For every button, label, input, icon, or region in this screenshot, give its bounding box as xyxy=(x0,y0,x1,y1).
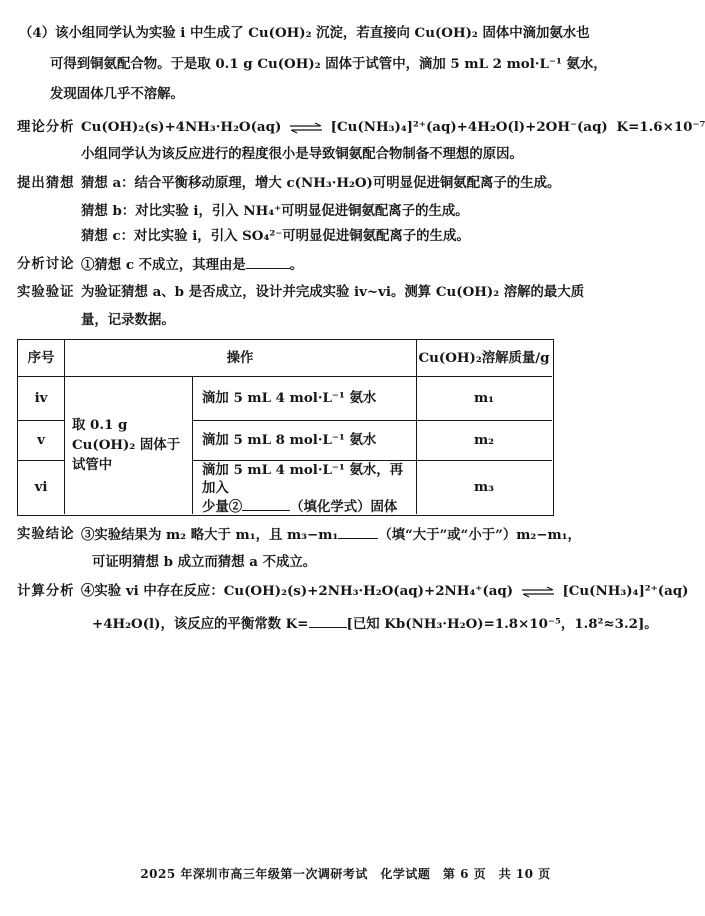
conclusion-text-1: ③实验结果为 m₂ 略大于 m₁，且 m₃−m₁ xyxy=(81,527,339,543)
theory-k: K=1.6×10⁻⁷ xyxy=(616,119,705,135)
theory-note: 小组同学认为该反应进行的程度很小是导致铜氨配合物制备不理想的原因。 xyxy=(81,146,523,162)
table-row-id: v xyxy=(37,432,45,448)
answer-blank-1[interactable] xyxy=(246,255,290,269)
calc-line-1 xyxy=(81,582,688,600)
calc-lhs: ④实验 vi 中存在反应：Cu(OH)₂(s)+2NH₃·H₂O(aq)+2NH₄⁺(aq) xyxy=(81,583,514,599)
conclusion-label: 实验结论 xyxy=(17,526,75,542)
table-row-operation xyxy=(202,461,414,515)
theory-equation xyxy=(81,118,705,136)
discussion-text: ①猜想 c 不成立，其理由是 xyxy=(81,257,246,273)
experiment-table xyxy=(17,339,554,516)
table-header-id: 序号 xyxy=(27,350,55,366)
q4-line-1: （4）该小组同学认为实验 i 中生成了 Cu(OH)₂ 沉淀，若直接向 Cu(OH)₂ 固体中滴加氨水也 xyxy=(19,25,590,41)
hypothesis-c: 猜想 c：对比实验 i，引入 SO₄²⁻可明显促进铜氨配离子的生成。 xyxy=(81,228,470,244)
equilibrium-arrow-icon xyxy=(520,587,556,597)
discussion-line xyxy=(81,255,303,274)
conclusion-line-1 xyxy=(81,525,581,544)
page-footer: 2025 年深圳市高三年级第一次调研考试 化学试题 第 6 页 共 10 页 xyxy=(140,867,551,881)
conclusion-text-2: （填“大于”或“小于”）m₂−m₁， xyxy=(378,527,581,543)
verify-line-2: 量，记录数据。 xyxy=(81,312,175,328)
discussion-end: 。 xyxy=(289,257,304,273)
table-common-operation: 取 0.1 g Cu(OH)₂ 固体于试管中 xyxy=(72,417,181,473)
conclusion-line-2: 可证明猜想 b 成立而猜想 a 不成立。 xyxy=(92,554,317,570)
table-row-id: vi xyxy=(34,479,48,495)
hypothesis-a: 猜想 a：结合平衡移动原理，增大 c(NH₃·H₂O)可明显促进铜氨配离子的生成。 xyxy=(81,175,561,191)
calc-label: 计算分析 xyxy=(17,583,75,599)
hypothesis-b: 猜想 b：对比实验 i，引入 NH₄⁺可明显促进铜氨配离子的生成。 xyxy=(81,203,469,219)
theory-lhs: Cu(OH)₂(s)+4NH₃·H₂O(aq) xyxy=(81,119,282,135)
table-row-mass: m₁ xyxy=(473,390,495,406)
table-row-operation: 滴加 5 mL 8 mol·L⁻¹ 氨水 xyxy=(202,432,377,448)
table-row-mass: m₃ xyxy=(473,479,495,495)
calc-line-2b: [已知 Kb(NH₃·H₂O)=1.8×10⁻⁵，1.8²≈3.2]。 xyxy=(346,616,658,632)
q4-line-3: 发现固体几乎不溶解。 xyxy=(50,86,184,102)
verify-line-1: 为验证猜想 a、b 是否成立，设计并完成实验 iv~vi。测算 Cu(OH)₂ 溶解的最大质 xyxy=(81,284,585,300)
blank-marker-2: 少量② xyxy=(202,498,243,515)
calc-line-2a: +4H₂O(l)，该反应的平衡常数 K= xyxy=(92,616,309,632)
table-row-operation-line-1: 滴加 5 mL 4 mol·L⁻¹ 氨水，再加入 xyxy=(202,461,404,496)
equilibrium-arrow-icon xyxy=(288,123,324,133)
answer-blank-3[interactable] xyxy=(338,525,378,539)
calc-line-2 xyxy=(92,614,658,633)
theory-rhs: [Cu(NH₃)₄]²⁺(aq)+4H₂O(l)+2OH⁻(aq) xyxy=(330,119,608,135)
hypothesis-label: 提出猜想 xyxy=(17,175,75,191)
table-row-mass: m₂ xyxy=(473,432,495,448)
answer-blank-2[interactable] xyxy=(242,497,290,511)
discussion-label: 分析讨论 xyxy=(17,256,75,272)
theory-label: 理论分析 xyxy=(17,119,75,135)
answer-blank-4[interactable] xyxy=(309,614,347,628)
q4-line-2: 可得到铜氨配合物。于是取 0.1 g Cu(OH)₂ 固体于试管中，滴加 5 mL 2 mol·L⁻¹ 氨水， xyxy=(50,56,607,72)
fill-formula-hint: （填化学式）固体 xyxy=(290,498,398,515)
table-header-mass: Cu(OH)₂溶解质量/g xyxy=(418,350,550,366)
table-header-operation: 操作 xyxy=(226,350,254,366)
table-row-operation-line-2 xyxy=(202,497,397,516)
calc-rhs: [Cu(NH₃)₄]²⁺(aq) xyxy=(562,583,689,599)
table-row-id: iv xyxy=(34,390,48,406)
verify-label: 实验验证 xyxy=(17,284,75,300)
table-row-operation: 滴加 5 mL 4 mol·L⁻¹ 氨水 xyxy=(202,390,377,406)
